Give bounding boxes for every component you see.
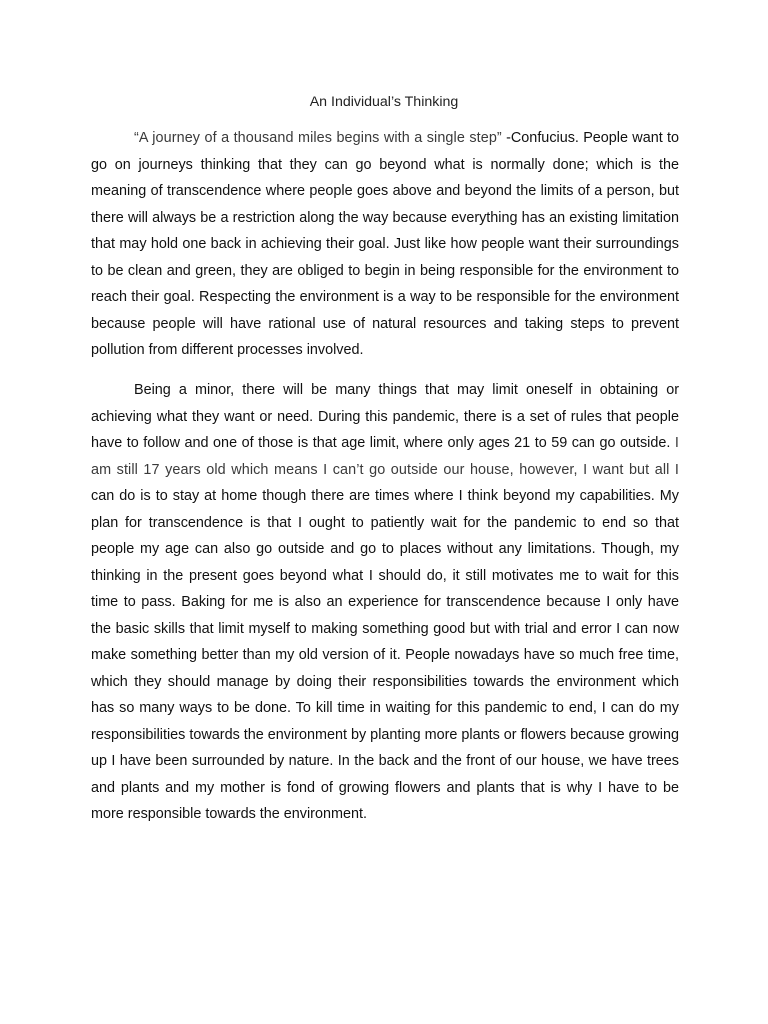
paragraph-2-text-after: can do is to stay at home though there are times where I think beyond my capabilities. My plan for transcendence is that I ought to patiently wait for the pandemic to end so that people my age can also go outside and go to places without any limitations. Though, my thinking in the present goes beyond what I should do, it still motivates me to wait for this time to pass. Baking for me is also an experience for transcendence because I only have the basic skills that limit myself to making something good but with trial and error I can now make something better than my old version of it. People nowadays have so much free time, which they should manage by doing their responsibilities towards the environment which has so many ways to be done. To kill time in waiting for this pandemic to end, I can do my responsibilities towards the environment by planting more plants or flowers because growing up I have been surrounded by nature. In the back and the front of our house, we have trees and plants and my mother is fond of growing flowers and plants that is why I have to be more responsible towards the environment.: [91, 488, 679, 822]
paragraph-2-inserted-text: I am still 17 years old which means I can’t go outside our house, however, I want but all I: [91, 435, 679, 478]
paragraph-2-text-before: Being a minor, there will be many things that may limit oneself in obtaining or achieving what they want or need. During this pandemic, there is a set of rules that people have to follow and one of those is that age limit, where only ages 21 to 59 can go outside.: [91, 382, 679, 451]
opening-quote: “A journey of a thousand miles begins with a single step”: [134, 130, 502, 146]
paragraph-1-text: -Confucius. People want to go on journeys thinking that they can go beyond what is normally done; which is the meaning of transcendence where people goes above and beyond the limits of a person, but there will always be a restriction along the way because everything has an existing limitation that may hold one back in achieving their goal. Just like how people want their surroundings to be clean and green, they are obliged to begin in being responsible for the environment to reach their goal. Respecting the environment is a way to be responsible for the environment because people will have rational use of natural resources and taking steps to prevent pollution from different processes involved.: [91, 130, 679, 358]
document-title: An Individual’s Thinking: [309, 94, 459, 110]
paragraph-1: [91, 125, 679, 364]
paragraph-2: [91, 377, 679, 828]
